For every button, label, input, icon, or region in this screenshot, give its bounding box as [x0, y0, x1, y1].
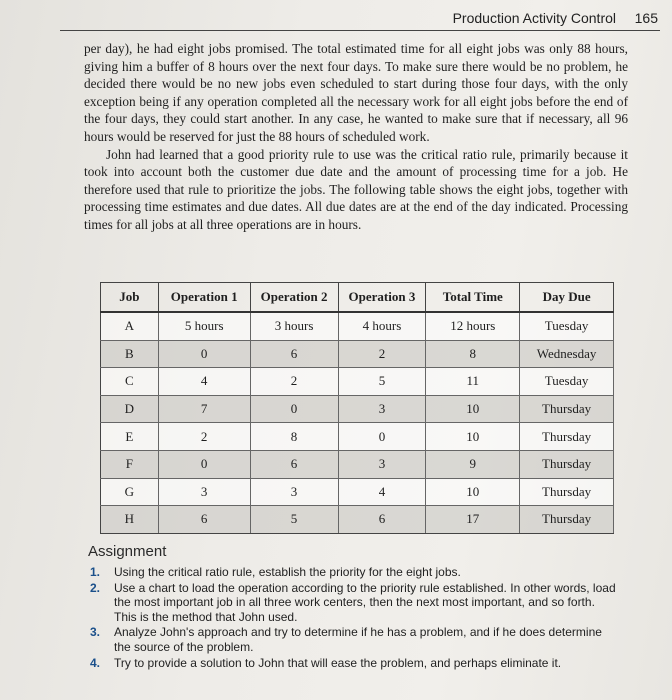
- header-day-due: Day Due: [520, 283, 614, 313]
- table-cell: 17: [426, 506, 520, 534]
- assignment-number: 3.: [90, 625, 101, 640]
- table-cell: 8: [426, 340, 520, 368]
- table-cell: Thursday: [520, 506, 614, 534]
- assignment-item: [90, 581, 620, 625]
- table-cell: A: [101, 312, 159, 340]
- header-job: Job: [101, 283, 159, 313]
- table-row: [101, 423, 614, 451]
- table-cell: 6: [250, 450, 338, 478]
- table-cell: 10: [426, 478, 520, 506]
- table-cell: E: [101, 423, 159, 451]
- header-operation-3: Operation 3: [338, 283, 426, 313]
- table-header-row: [101, 283, 614, 313]
- assignment-heading: Assignment: [88, 543, 167, 560]
- assignment-number: 1.: [90, 565, 101, 579]
- table-cell: D: [101, 395, 159, 423]
- table-cell: 3: [338, 450, 426, 478]
- assignment-text: Using the critical ratio rule, establish the priority for the eight jobs.: [114, 565, 461, 579]
- table-cell: Wednesday: [520, 340, 614, 368]
- table-cell: F: [101, 450, 159, 478]
- header-total-time: Total Time: [426, 283, 520, 313]
- body-text: [84, 40, 628, 234]
- assignment-item: [90, 656, 620, 671]
- table-row: [101, 340, 614, 368]
- table-cell: Thursday: [520, 423, 614, 451]
- table-cell: 5: [338, 368, 426, 396]
- table-row: [101, 450, 614, 478]
- table-cell: G: [101, 478, 159, 506]
- table-cell: Thursday: [520, 478, 614, 506]
- running-head: [60, 10, 660, 31]
- table-cell: 0: [158, 340, 250, 368]
- assignment-item: [90, 565, 620, 580]
- table-cell: 0: [158, 450, 250, 478]
- table-cell: 0: [338, 423, 426, 451]
- chapter-title: Production Activity Control: [452, 10, 616, 26]
- table-cell: 10: [426, 395, 520, 423]
- table-cell: 5: [250, 506, 338, 534]
- table-cell: 9: [426, 450, 520, 478]
- assignment-text: Analyze John's approach and try to determine if he has a problem, and if he does determine the source of the problem.: [114, 625, 602, 654]
- table-row: [101, 478, 614, 506]
- table-cell: 12 hours: [426, 312, 520, 340]
- table-cell: 4: [338, 478, 426, 506]
- table-cell: Thursday: [520, 450, 614, 478]
- header-operation-1: Operation 1: [158, 283, 250, 313]
- table-cell: 0: [250, 395, 338, 423]
- table-cell: 4 hours: [338, 312, 426, 340]
- table-row: [101, 368, 614, 396]
- assignment-text: Use a chart to load the operation according to the priority rule established. In other words, load the most important job in all three work centers, then the next most important, and so forth. This is the method that John used.: [114, 580, 616, 624]
- paragraph-2: John had learned that a good priority rule to use was the critical ratio rule, primarily because it took into account both the customer due date and the amount of processing time for a job. He therefore used that rule to prioritize the jobs. The following table shows the eight jobs, together with processing time estimates and due dates. All due dates are at the end of the day indicated. Processing times for all jobs at all three operations are in hours.: [84, 146, 628, 232]
- table-cell: 2: [158, 423, 250, 451]
- assignment-item: [90, 625, 620, 654]
- table-row: [101, 395, 614, 423]
- table-cell: 3: [338, 395, 426, 423]
- assignment-number: 4.: [90, 655, 101, 670]
- table-cell: 4: [158, 368, 250, 396]
- table-cell: Thursday: [520, 395, 614, 423]
- table-cell: 3: [250, 478, 338, 506]
- table-cell: 10: [426, 423, 520, 451]
- page-number: 165: [634, 10, 658, 26]
- table-cell: Tuesday: [520, 312, 614, 340]
- table-cell: 2: [250, 368, 338, 396]
- table-cell: 8: [250, 423, 338, 451]
- table-cell: 3: [158, 478, 250, 506]
- table-cell: B: [101, 340, 159, 368]
- table-cell: 6: [250, 340, 338, 368]
- paragraph-1: per day), he had eight jobs promised. The total estimated time for all eight jobs was only 88 hours, giving him a buffer of 8 hours over the next four days. To make sure there would be no problem, he decided there would be no new jobs even scheduled to start during those four days, with the only exception being if any operation completed all the necessary work for all eight jobs before the end of the four days, they could start another. In any case, he wanted to make sure that if necessary, all 96 hours would be reserved for just the 88 hours of scheduled work.: [84, 41, 628, 144]
- jobs-table: [100, 282, 614, 534]
- table-cell: 2: [338, 340, 426, 368]
- table-row: [101, 506, 614, 534]
- assignment-number: 2.: [90, 580, 101, 595]
- table-cell: 11: [426, 368, 520, 396]
- table-cell: 5 hours: [158, 312, 250, 340]
- table-row: [101, 312, 614, 340]
- assignment-list: [90, 565, 620, 671]
- table-cell: 6: [338, 506, 426, 534]
- table-cell: 3 hours: [250, 312, 338, 340]
- table-cell: H: [101, 506, 159, 534]
- header-operation-2: Operation 2: [250, 283, 338, 313]
- table-body: [101, 312, 614, 533]
- table-cell: Tuesday: [520, 368, 614, 396]
- table-cell: 7: [158, 395, 250, 423]
- table-cell: C: [101, 368, 159, 396]
- table-cell: 6: [158, 506, 250, 534]
- assignment-text: Try to provide a solution to John that will ease the problem, and perhaps eliminate it.: [114, 655, 562, 670]
